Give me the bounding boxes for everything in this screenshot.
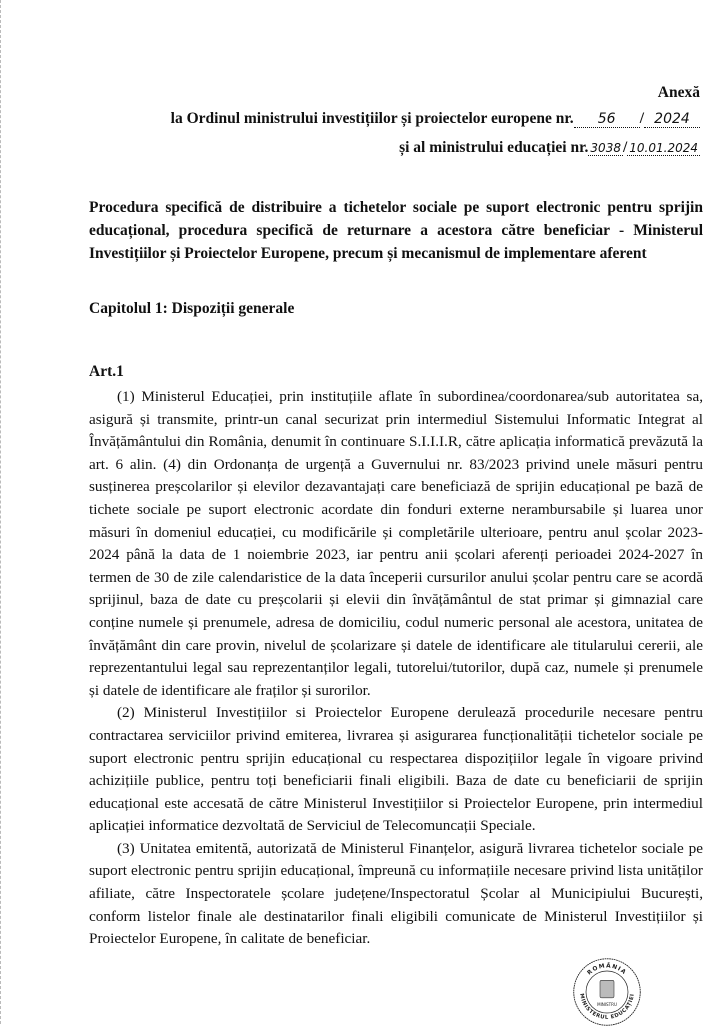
coat-of-arms-icon (600, 980, 614, 998)
svg-text:MINISTRU: MINISTRU (597, 1002, 617, 1007)
svg-text:MINISTERUL EDUCAȚIEI: MINISTERUL EDUCAȚIEI (578, 993, 636, 1021)
article-body (89, 386, 703, 951)
education-reference: și al ministrului educației nr. 3038 / 10.01.2024 (399, 139, 698, 156)
ministry-stamp (572, 957, 642, 1027)
order-reference: la Ordinul ministrului investițiilor și proiectelor europene nr. 56 / 2024 (171, 110, 700, 128)
chapter-heading: Capitolul 1: Dispoziții generale (89, 300, 295, 317)
paragraph-2: (2) Ministerul Investițiilor si Proiectelor Europene derulează procedurile necesare pentru contractarea serviciilor privind emiterea, livrarea și asigurarea funcționalității tichetelor sociale pe suport electronic pentru sprijin educațional cu respectarea dispozițiilor legale în vigoare privind achizițiile publice, pentru toți beneficiarii finali eligibili. Baza de date cu beneficiarii de sprijin educațional este accesată de către Ministerul Investițiilor si Proiectelor Europene, prin intermediul aplicației informatice dezvoltată de Serviciul de Telecomuncații Speciale. (89, 704, 703, 835)
paragraph-1: (1) Ministerul Educației, prin instituțiile aflate în subordinea/coordonarea/sub autoritatea sa, asigură și transmite, printr-un canal securizat prin intermediul Sistemului Informatic Integrat al Învățământului din România, denumit în continuare S.I.I.I.R, către aplicația informatică prevăzută la art. 6 alin. (4) din Ordonanța de urgență a Guvernului nr. 83/2023 privind unele măsuri pentru susținerea preșcolarilor și elevilor dezavantajați care beneficiază de sprijin educațional pe bază de tichete sociale pe suport electronic acordate din fonduri externe nerambursabile și luarea unor măsuri în domeniul educației, cu modificările și completările ulterioare, pentru anul școlar 2023-2024 până la data de 1 noiembrie 2023, iar pentru anii școlari aferenți perioadei 2024-2027 în termen de 30 de zile calendaristice de la data începerii cursurilor anului școlar pentru care se acordă sprijinul, baza de date cu preșcolarii și elevii din învățământul de stat primar și gimnazial care conține numele și prenumele, adresa de domiciliu, codul numeric personal ale acestora, unitatea de învățământ din care provin, nivelul de școlarizare și datele de identificare ale titularului cererii, ale reprezentantului legal sau reprezentanților legali, tutorelui/tutorilor, după caz, numele și prenumele și datele de identificare ale fraților și surorilor. (89, 388, 703, 699)
education-number: 3038 (590, 141, 621, 155)
order-year: 2024 (644, 111, 700, 128)
education-date: 10.01.2024 (629, 141, 698, 155)
order-line: la Ordinul ministrului investițiilor și proiectelor europene nr. (170, 110, 574, 127)
document-title: Procedura specifică de distribuire a tichetelor sociale pe suport electronic pentru sprijin educațional, procedura specifică de returnare a acestora către beneficiar - Ministerul Investițiilor și Proiectelor Europene, precum și mecanismul de implementare aferent (89, 199, 703, 262)
svg-text:ROMÂNIA: ROMÂNIA (586, 963, 628, 977)
annex-label: Anexă (657, 84, 700, 101)
order-number: 56 (574, 111, 640, 128)
education-line: și al ministrului educației nr. (399, 139, 589, 156)
paragraph-3: (3) Unitatea emitentă, autorizată de Ministerul Finanțelor, asigură livrarea tichetelor sociale pe suport electronic pentru sprijin educațional, împreună cu informațiile necesare privind lista unităților afiliate, către Inspectoratele școlare județene/Inspectoratul Școlar al Municipiului București, conform listelor finale ale destinatarilor finali eligibili comunicate de Ministerul Investițiilor și Proiectelor Europene, în calitate de beneficiar. (89, 839, 703, 948)
scan-edge (0, 0, 3, 1024)
article-heading: Art.1 (89, 363, 124, 380)
